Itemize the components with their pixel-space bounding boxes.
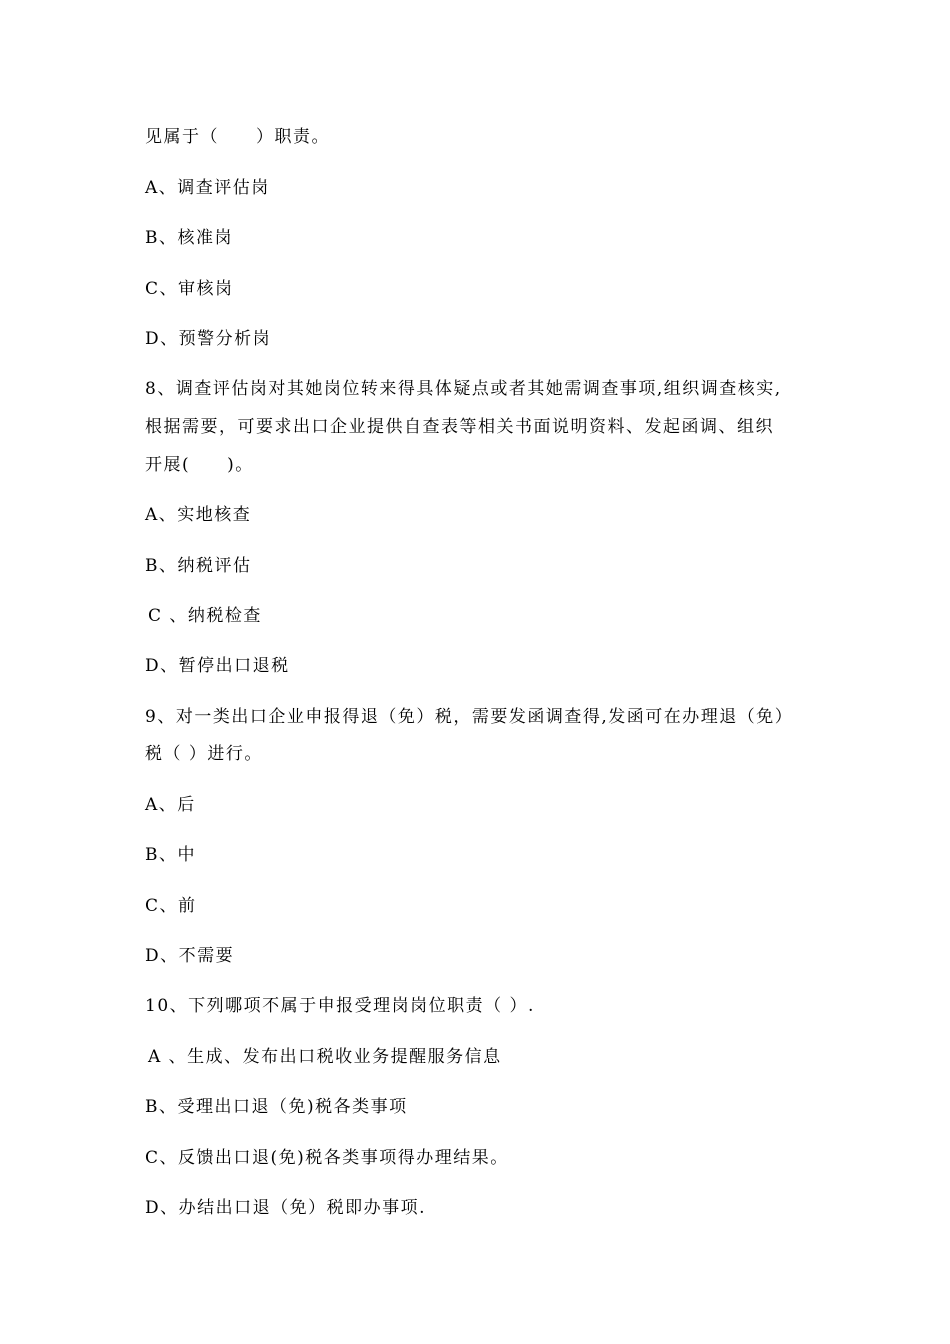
option-a: A 、生成、发布出口税收业务提醒服务信息 bbox=[148, 1047, 502, 1067]
option-d: D、不需要 bbox=[145, 946, 235, 966]
option-a: A、实地核查 bbox=[145, 505, 252, 525]
option-a: A、后 bbox=[145, 795, 196, 815]
question-continuation: 见属于（ ）职责。 bbox=[145, 127, 330, 147]
question-9-line-1: 9、对一类出口企业申报得退（免）税，需要发函调查得,发函可在办理退（免） bbox=[145, 707, 794, 727]
option-c: C 、纳税检查 bbox=[148, 606, 262, 626]
question-10: 10、下列哪项不属于申报受理岗岗位职责（ ）. bbox=[145, 996, 535, 1016]
question-9-line-2: 税（ ）进行。 bbox=[145, 744, 263, 764]
option-b: B、中 bbox=[145, 845, 196, 865]
option-d: D、办结出口退（免）税即办事项. bbox=[145, 1198, 427, 1218]
option-b: B、纳税评估 bbox=[145, 556, 252, 576]
option-d: D、暂停出口退税 bbox=[145, 656, 290, 676]
option-a: A、调查评估岗 bbox=[145, 178, 270, 198]
option-d: D、预警分析岗 bbox=[145, 329, 272, 349]
option-b: B、核准岗 bbox=[145, 228, 233, 248]
question-8-line-2: 根据需要，可要求出口企业提供自查表等相关书面说明资料、发起函调、组织 bbox=[145, 417, 774, 437]
question-8-line-1: 8、调查评估岗对其她岗位转来得具体疑点或者其她需调查事项,组织调查核实, bbox=[145, 379, 782, 399]
option-c: C、前 bbox=[145, 896, 197, 916]
option-c: C、审核岗 bbox=[145, 279, 234, 299]
question-8-line-3: 开展( )。 bbox=[145, 455, 254, 475]
option-c: C、反馈出口退(免)税各类事项得办理结果。 bbox=[145, 1148, 509, 1168]
option-b: B、受理出口退（免)税各类事项 bbox=[145, 1097, 408, 1117]
